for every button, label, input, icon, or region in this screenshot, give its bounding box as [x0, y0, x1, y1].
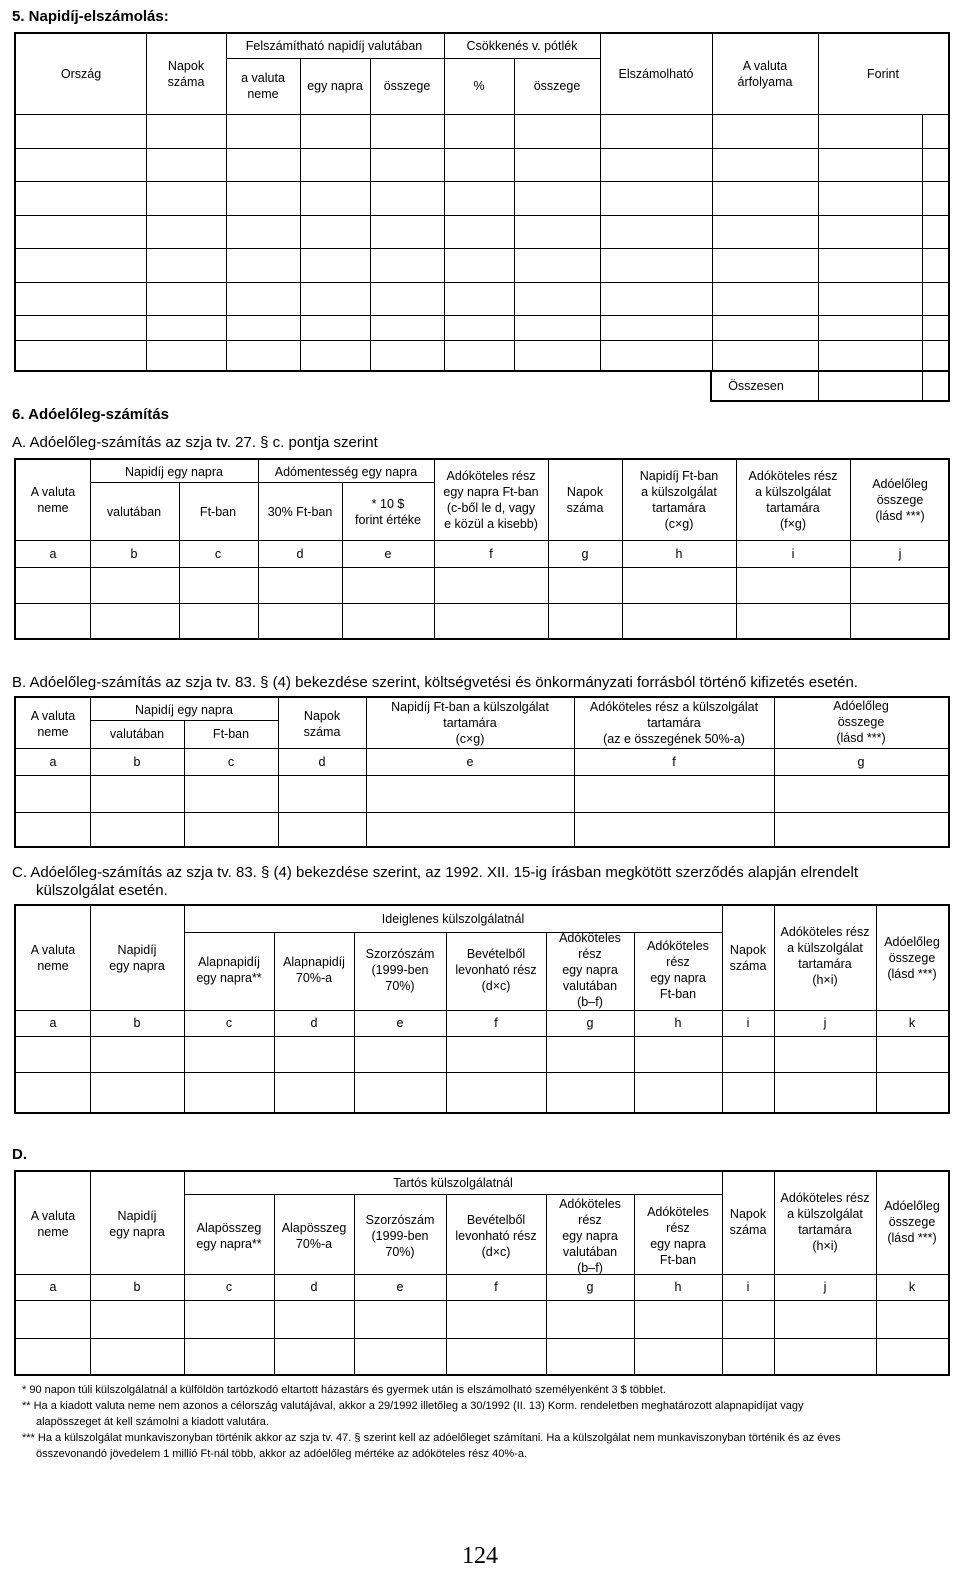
a-letter: b: [130, 547, 138, 561]
d-letter: i: [746, 1280, 750, 1294]
d-col-adoeloleg: Adóelőleg összege (lásd ***): [884, 1199, 940, 1245]
c-letter: c: [225, 1016, 233, 1030]
footnote-2: ** Ha a kiadott valuta neme nem azonos a célország valutájával, akkor a 29/1992 illetőleg a 30/1992 (II. 13) Korm. rendeletben meghatározott alapnapidíjat vagy: [22, 1400, 804, 1412]
c-col-adok-kulsz: Adóköteles rész a külszolgálat tartamára (h×i): [780, 925, 870, 987]
b-col-napok: Napok száma: [303, 709, 341, 739]
a-col-napidij: Napidíj egy napra: [125, 465, 223, 479]
col-elszamolhato: Elszámolható: [618, 67, 694, 81]
d-letter: c: [225, 1280, 233, 1294]
table-a: [14, 458, 950, 640]
c-col-adoeloleg: Adóelőleg összege (lásd ***): [884, 935, 940, 981]
b-letter: b: [133, 755, 141, 769]
b-letter: f: [672, 755, 676, 769]
c-letter: g: [586, 1016, 594, 1030]
d-col-group: Tartós külszolgálatnál: [393, 1176, 513, 1190]
a-col-valuta-neme: A valuta neme: [30, 485, 76, 515]
c-col-alap2: Alapnapidíj 70%-a: [283, 955, 345, 985]
d-letter: a: [49, 1280, 57, 1294]
section-d-title: D.: [12, 1146, 27, 1163]
a-letter: c: [214, 547, 222, 561]
footnote-3-cont: összevonandó jövedelem 1 millió Ft-nál több, akkor az adóelőleg mértéke az adóköteles rész 40%-a.: [36, 1448, 527, 1460]
d-letter: k: [908, 1280, 916, 1294]
a-letter: d: [296, 547, 304, 561]
d-letter: d: [310, 1280, 318, 1294]
d-letter: e: [396, 1280, 404, 1294]
a-col-tiz: * 10 $ forint értéke: [354, 497, 422, 527]
col-felszamithato: Felszámítható napidíj valutában: [245, 39, 423, 53]
footnote-3: *** Ha a külszolgálat munkaviszonyban történik akkor az szja tv. 47. § szerint kell az adóelőleget számítani. Ha a külszolgálat nem munkaviszonyban történik és az éves: [22, 1432, 841, 1444]
c-col-szorzo: Szorzószám (1999-ben 70%): [365, 947, 435, 993]
a-letter: e: [384, 547, 392, 561]
col-arfolyam: A valuta árfolyama: [737, 59, 793, 89]
c-col-group: Ideiglenes külszolgálatnál: [381, 912, 525, 926]
a-letter: f: [489, 547, 493, 561]
a-col-adoeloleg: Adóelőleg összege (lásd ***): [872, 477, 928, 523]
c-col-adok-ft: Adóköteles rész egy napra Ft-ban: [647, 939, 709, 1001]
a-col-ftban: Ft-ban: [199, 505, 237, 519]
footnote-1: * 90 napon túli külszolgálatnál a külföldön tartózkodó eltartott házastárs és gyermek után is elszámolható személyenként 3 $ többlet.: [22, 1384, 666, 1396]
d-col-napidij: Napidíj egy napra: [109, 1209, 165, 1239]
d-col-adok-val: Adóköteles rész egy napra valutában (b–f): [559, 1197, 621, 1275]
a-letter: a: [49, 547, 57, 561]
c-col-alap1: Alapnapidíj egy napra**: [196, 955, 262, 985]
c-col-adok-val: Adóköteles rész egy napra valutában (b–f): [559, 931, 621, 1009]
b-letter: g: [857, 755, 865, 769]
section-5-title: 5. Napidíj-elszámolás:: [12, 8, 169, 25]
a-letter: j: [898, 547, 902, 561]
section-a-title: A. Adóelőleg-számítás az szja tv. 27. § c. pontja szerint: [12, 434, 378, 451]
a-col-adomentesseg: Adómentesség egy napra: [274, 465, 418, 479]
table-b: [14, 696, 950, 848]
osszesen-label: Összesen: [728, 379, 784, 393]
d-letter: g: [586, 1280, 594, 1294]
b-letter: e: [466, 755, 474, 769]
d-col-napok: Napok száma: [729, 1207, 767, 1237]
col-forint: Forint: [867, 67, 899, 81]
d-letter: f: [494, 1280, 498, 1294]
c-letter: i: [746, 1016, 750, 1030]
c-letter: j: [823, 1016, 827, 1030]
b-col-adoeloleg: Adóelőleg összege (lásd ***): [833, 699, 889, 745]
footnote-2-cont: alapösszeget át kell számolni a kiadott valutára.: [36, 1416, 269, 1428]
col-csokkenes: Csökkenés v. pótlék: [466, 39, 578, 53]
b-col-valutaban: valutában: [109, 727, 165, 741]
b-letter: c: [227, 755, 235, 769]
d-letter: j: [823, 1280, 827, 1294]
a-col-harminc: 30% Ft-ban: [267, 505, 333, 519]
b-col-valuta-neme: A valuta neme: [30, 709, 76, 739]
col-orszag: Ország: [60, 67, 102, 81]
table-c: [14, 904, 950, 1114]
col-napok: Napok száma: [167, 59, 205, 89]
a-col-napidij-ft: Napidíj Ft-ban a külszolgálat tartamára (c×g): [639, 469, 719, 531]
b-letter: d: [318, 755, 326, 769]
a-col-adokoteles: Adóköteles rész egy napra Ft-ban (c-ből le d, vagy e közül a kisebb): [443, 469, 539, 531]
a-col-valutaban: valutában: [106, 505, 162, 519]
c-letter: d: [310, 1016, 318, 1030]
c-letter: k: [908, 1016, 916, 1030]
col-valuta-neme: a valuta neme: [241, 71, 285, 101]
section-c-title-line2: külszolgálat esetén.: [36, 882, 168, 899]
table-d: [14, 1170, 950, 1376]
napidij-table: [14, 32, 950, 372]
b-col-adokoteles: Adóköteles rész a külszolgálat tartamára (az e összegének 50%-a): [589, 700, 759, 746]
a-col-adokoteles-kulsz: Adóköteles rész a külszolgálat tartamára (f×g): [748, 469, 838, 531]
d-letter: b: [133, 1280, 141, 1294]
section-b-title: B. Adóelőleg-számítás az szja tv. 83. § (4) bekezdése szerint, költségvetési és önkormányzati forrásból történő kifizetés esetén.: [12, 674, 858, 691]
d-col-alap1: Alapösszeg egy napra**: [196, 1221, 262, 1251]
d-col-adok-ft: Adóköteles rész egy napra Ft-ban: [647, 1205, 709, 1267]
b-col-napidij: Napidíj egy napra: [135, 703, 233, 717]
c-letter: b: [133, 1016, 141, 1030]
c-col-napok: Napok száma: [729, 943, 767, 973]
col-szazalek: %: [473, 79, 485, 93]
c-col-bevetel: Bevételből levonható rész (d×c): [455, 947, 537, 993]
col-osszege: összege: [383, 79, 431, 93]
c-letter: f: [494, 1016, 498, 1030]
a-col-napok: Napok száma: [566, 485, 604, 515]
osszesen-row: [710, 370, 950, 402]
a-letter: g: [581, 547, 589, 561]
d-col-valuta-neme: A valuta neme: [30, 1209, 76, 1239]
b-col-ftban: Ft-ban: [212, 727, 250, 741]
c-col-valuta-neme: A valuta neme: [30, 943, 76, 973]
c-col-napidij: Napidíj egy napra: [109, 943, 165, 973]
section-6-title: 6. Adóelőleg-számítás: [12, 406, 169, 423]
c-letter: e: [396, 1016, 404, 1030]
d-col-bevetel: Bevételből levonható rész (d×c): [455, 1213, 537, 1259]
c-letter: a: [49, 1016, 57, 1030]
a-letter: h: [675, 547, 683, 561]
section-c-title-line1: C. Adóelőleg-számítás az szja tv. 83. § (4) bekezdése szerint, az 1992. XII. 15-ig írásban megkötött szerződés alapján elrendelt: [12, 864, 859, 881]
d-col-szorzo: Szorzószám (1999-ben 70%): [365, 1213, 435, 1259]
col-osszege2: összege: [533, 79, 581, 93]
d-letter: h: [674, 1280, 682, 1294]
a-letter: i: [791, 547, 795, 561]
d-col-adok-kulsz: Adóköteles rész a külszolgálat tartamára (h×i): [780, 1191, 870, 1253]
c-letter: h: [674, 1016, 682, 1030]
col-egy-napra: egy napra: [307, 79, 363, 93]
d-col-alap2: Alapösszeg 70%-a: [281, 1221, 347, 1251]
b-letter: a: [49, 755, 57, 769]
page-number: 124: [462, 1543, 498, 1569]
b-col-napidij-ft: Napidíj Ft-ban a külszolgálat tartamára (c×g): [391, 700, 549, 746]
